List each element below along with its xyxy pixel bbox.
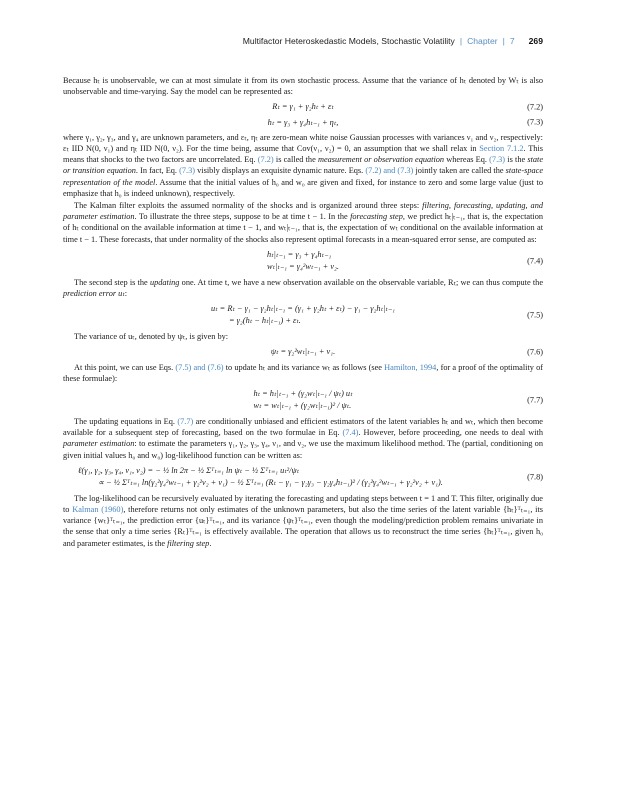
equation-link[interactable]: (7.5) and (7.6) — [175, 362, 224, 372]
equation-7-5 — [63, 303, 543, 327]
equation-link[interactable]: (7.2) and (7.3) — [365, 166, 414, 176]
equation-link[interactable]: (7.3) — [179, 166, 196, 176]
paragraph-kalman: The Kalman filter exploits the assumed normality of the shocks and is organized around three steps: filtering, forecasting, updating, and parameter estimation. To illustrate the three steps, suppose to be at time t − 1. In the forecasting step, we predict hₜ|ₜ₋₁, that is, the expectation of hₜ conditional on the available information at time t − 1, and wₜ|ₜ₋₁, that is, the expectation of wₜ conditional on the available information at time t − 1. These forecasts, that under normality of the shocks also represent optimal forecasts in a mean-squared error sense, are computed as: — [63, 201, 543, 244]
equation-link[interactable]: (7.2) — [257, 155, 274, 165]
equation-7-7-line-1: hₜ = hₜ|ₜ₋₁ + (γ₂wₜ|ₜ₋₁ / ψₜ) uₜ — [253, 389, 353, 399]
paragraph-variance: The variance of uₜ, denoted by ψₜ, is given by: — [74, 332, 229, 342]
equation-7-2-body: Rₜ = γ₁ + γ₂hₜ + εₜ — [272, 102, 334, 112]
equation-link[interactable]: (7.3) — [489, 155, 506, 165]
equation-7-8-line-1: ℓ(γ₁, γ₂, γ₃, γ₄, ν₁, ν₂) = − ½ ln 2π − ½ Σᵀₜ₌₁ ln ψₜ − ½ Σᵀₜ₌₁ uₜ²/ψₜ — [78, 465, 300, 475]
equation-7-4-line-2: wₜ|ₜ₋₁ = γ₄²wₜ₋₁ + ν₂. — [267, 261, 339, 271]
header-title: Multifactor Heteroskedastic Models, Stochastic Volatility — [242, 36, 455, 46]
header-chapter-label: Chapter — [467, 36, 498, 46]
equation-7-4-line-1: hₜ|ₜ₋₁ = γ₃ + γ₄hₜ₋₁ — [267, 249, 332, 259]
equation-7-7 — [63, 388, 543, 412]
header-chapter-separator: | — [502, 36, 505, 46]
equation-number: (7.2) — [527, 102, 543, 112]
equation-7-3 — [63, 117, 543, 128]
paragraph-loglikelihood: The log-likelihood can be recursively evaluated by iterating the forecasting and updating steps between t = 1 and T. This filter, originally due to Kalman (1960), therefore returns not only estimates of the unknown parameters, but also the time series of the latent variable {hₜ}ᵀₜ₌₁, its variance {wₜ}ᵀₜ₌₁, the prediction error {uₜ}ᵀₜ₌₁, and its variance {ψₜ}ᵀₜ₌₁, even though the modeling/prediction problem remains univariate in the sense that only a time series {Rₜ}ᵀₜ₌₁ is effectively available. The operation that allows us to reconstruct the time series {hₜ}ᵀₜ₌₁, given h₀ and parameter estimates, is the filtering step. — [63, 493, 544, 548]
equation-7-3-body: hₜ = γ₃ + γ₄hₜ₋₁ + ηₜ, — [267, 117, 339, 127]
paragraph-intro: Because hₜ is unobservable, we can at most simulate it from its own stochastic process. Assume that the variance of hₜ denoted by Wₜ is also unobservable and time-varying. Say the model can be represented as: — [63, 76, 543, 97]
equation-7-8-line-2: ∝ − ½ Σᵀₜ₌₁ ln(γ₂²γ₄²wₜ₋₁ + γ₂²ν₂ + ν₁) − ½ Σᵀₜ₌₁ (Rₜ − γ₁ − γ₂γ₃ − γ₂γ₄hₜ₋₁)² / (γ₂²γ₄²wₜ₋₁ + γ₂²ν₂ + ν₁). — [98, 477, 443, 487]
equation-number: (7.6) — [527, 347, 543, 357]
equation-7-6-body: ψₜ = γ₂²wₜ|ₜ₋₁ + ν₁. — [270, 347, 336, 357]
page-body — [63, 75, 543, 550]
header-separator: | — [459, 36, 463, 46]
paragraph-updating: The second step is the updating one. At time t, we have a new observation available on the observable variable, Rₜ; we can thus compute the prediction error uₜ: — [63, 277, 543, 299]
paragraph-update-step: At this point, we can use Eqs. (7.5) and (7.6) to update hₜ and its variance wₜ as follows (see Hamilton, 1994, for a proof of the optimality of these formulae): — [63, 362, 544, 383]
citation-link[interactable]: Kalman (1960) — [72, 505, 124, 515]
header-chapter — [467, 36, 515, 46]
equation-number: (7.8) — [527, 472, 543, 482]
section-link[interactable]: Section 7.1.2 — [479, 144, 524, 154]
equation-7-6 — [63, 346, 543, 357]
paragraph-estimation: The updating equations in Eq. (7.7) are conditionally unbiased and efficient estimators of the latent variables hₜ and wₜ, which then become available for a subsequent step of forecasting, based on the two formulae in Eq. (7.4). However, before proceeding, one needs to deal with parameter estimation: to estimate the parameters γ₁, γ₂, γ₃, γ₄, ν₁, and ν₂, we use the maximum likelihood method. The (partial, conditioning on given initial values h₀ and w₀) log-likelihood function can be written as: — [63, 417, 543, 460]
equation-number: (7.3) — [527, 117, 543, 127]
citation-link[interactable]: Hamilton, 1994 — [384, 362, 437, 372]
equation-link[interactable]: (7.4) — [342, 428, 359, 438]
equation-link[interactable]: (7.7) — [177, 417, 194, 427]
equation-7-2 — [63, 101, 543, 112]
header-chapter-number: 7 — [509, 36, 515, 46]
equation-7-4 — [63, 249, 543, 273]
running-header — [0, 36, 543, 46]
paragraph-parameters: where γ₁, γ₂, γ₃, and γ₄ are unknown parameters, and εₜ, ηₜ are zero-mean white noise Gaussian processes with variances ν₁ and ν₂, respectively: εₜ IID N(0, ν₁) and ηₜ IID N(0, ν₂). For the time being, assume that Cov(ν₁, ν₂) = 0, an assumption that we shall relax in Section 7.1.2. This means that shocks to the two factors are uncorrelated. Eq. (7.2) is called the measurement or observation equation whereas Eq. (7.3) is the state or transition equation. In fact, Eq. (7.3) visibly displays an exquisite dynamic nature. Eqs. (7.2) and (7.3) jointly taken are called the state-space representation of the model. Assume that the initial values of h₀ and w₀ are given and fixed, for instance to zero and some large value (just to emphasize that h₀ is indeed unknown), respectively. — [63, 132, 544, 198]
equation-7-7-line-2: wₜ = wₜ|ₜ₋₁ + (γ₂wₜ|ₜ₋₁)² / ψₜ. — [253, 401, 352, 411]
equation-7-8 — [63, 465, 543, 489]
equation-number: (7.5) — [527, 310, 543, 320]
equation-7-5-line-1: uₜ = Rₜ − γ₁ − γ₂hₜ|ₜ₋₁ = (γ₁ + γ₂hₜ + εₜ) − γ₁ − γ₂hₜ|ₜ₋₁ — [210, 304, 396, 314]
page-number: 269 — [528, 36, 543, 46]
equation-number: (7.7) — [527, 395, 543, 405]
equation-7-5-line-2: = γ₂(hₜ − hₜ|ₜ₋₁) + εₜ. — [228, 316, 301, 326]
equation-number: (7.4) — [527, 256, 543, 266]
